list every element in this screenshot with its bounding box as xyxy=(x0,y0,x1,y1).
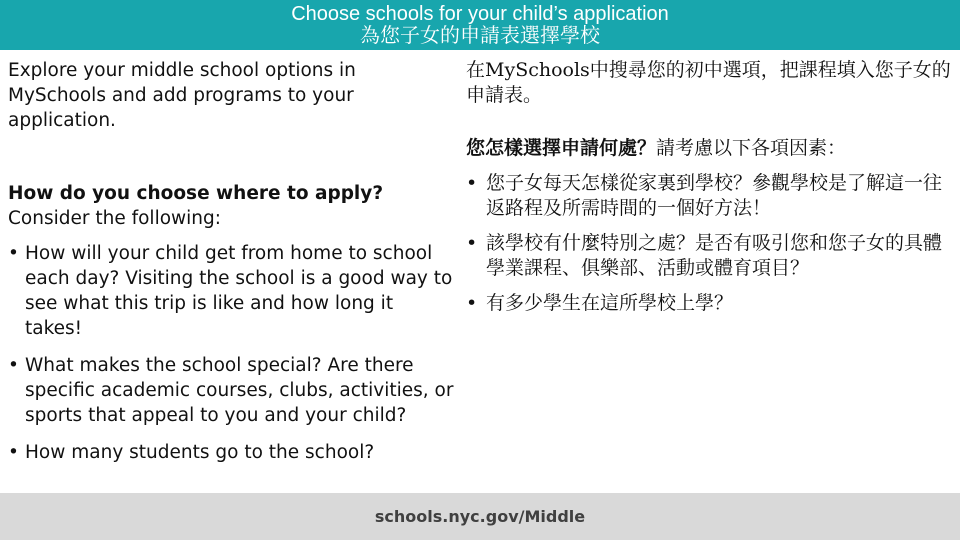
consider-text-zh: 請考慮以下各項因素： xyxy=(656,137,847,159)
title-chinese: 為您子女的申請表選擇學校 xyxy=(360,25,600,47)
question-heading-zh: 您怎樣選擇申請何處？ xyxy=(466,137,657,159)
english-column xyxy=(8,58,456,477)
question-line-zh xyxy=(466,136,956,161)
bullet-item-en: • How many students go to the school? xyxy=(8,440,456,465)
bullet-list-zh xyxy=(466,171,956,316)
question-heading-en: How do you choose where to apply? xyxy=(8,183,384,204)
intro-text-zh: 在MySchools中搜尋您的初中選項，把課程填入您子女的申請表。 xyxy=(466,59,951,106)
title-banner xyxy=(0,0,960,50)
chinese-column xyxy=(466,58,956,326)
bullet-item-en: • How will your child get from home to school each day? Visiting the school is a good way to see what this trip is like and how long it takes! xyxy=(8,241,456,341)
bullet-item-zh: • 有多少學生在這所學校上學？ xyxy=(466,291,956,316)
bullet-item-en: • What makes the school special? Are there specific academic courses, clubs, activities, or sports that appeal to you and your child? xyxy=(8,353,456,428)
bullet-item-zh: • 該學校有什麼特別之處？是否有吸引您和您子女的具體學業課程、俱樂部、活動或體育項目？ xyxy=(466,231,956,281)
consider-text-en: Consider the following: xyxy=(8,208,221,229)
bullet-item-zh: • 您子女每天怎樣從家裏到學校？參觀學校是了解這一往返路程及所需時間的一個好方法！ xyxy=(466,171,956,221)
bullet-list-en xyxy=(8,241,456,465)
footer-bar xyxy=(0,493,960,540)
title-english: Choose schools for your child’s application xyxy=(291,3,669,25)
footer-url: schools.nyc.gov/Middle xyxy=(374,507,586,526)
intro-text-en: Explore your middle school options in MySchools and add programs to your application. xyxy=(8,60,356,131)
